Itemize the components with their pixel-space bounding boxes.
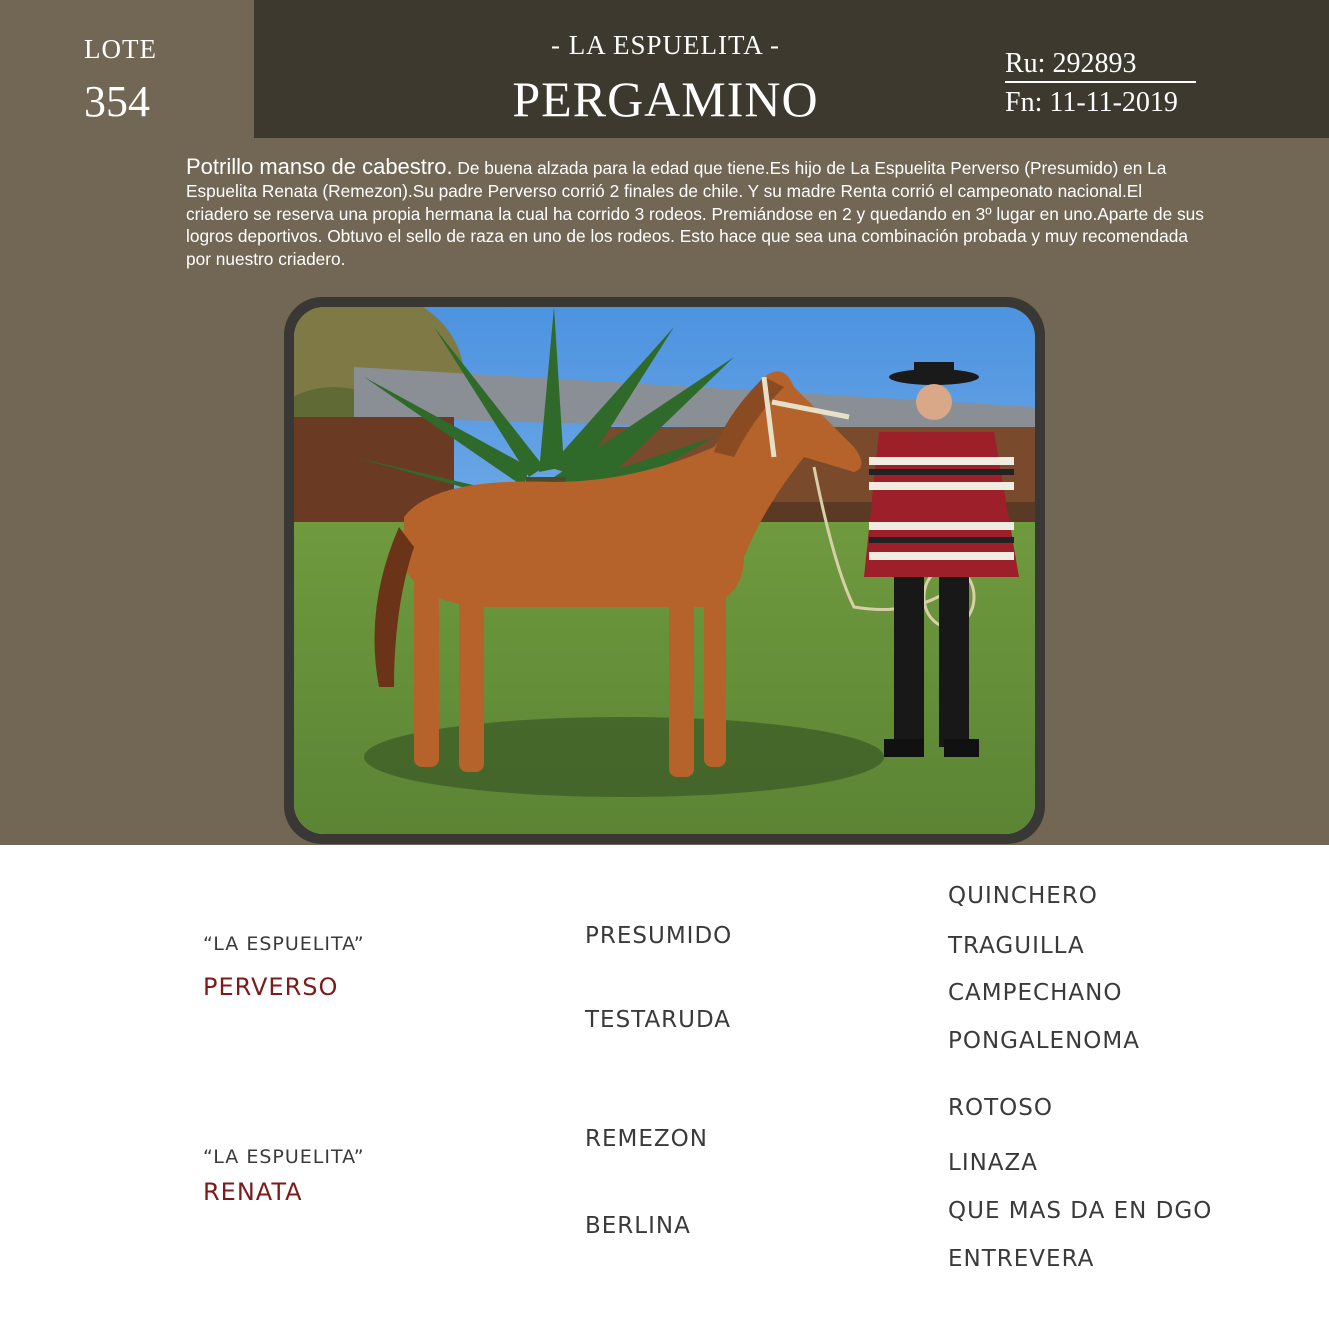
description-body: De buena alzada para la edad que tiene.Es hijo de La Espuelita Perverso (Presumido) en La Espuelita Renata (Remezon).Su padre Perverso corrió 2 finales de chile. Y su madre Renta corrió el campeonato nacional.El criadero se reserva una propia hermana la cual ha corrido 3 rodeos. Premiándose en 2 y quedando en 3º lugar en uno.Aparte de sus logros deportivos. Obtuvo el sello de raza en uno de los rodeos. Esto hace que sea una combinación probada y muy recomendada por nuestro criadero. — [186, 158, 1204, 270]
great-grandparent-3: CAMPECHANO — [948, 980, 1123, 1006]
registration-number: Ru: 292893 — [1005, 48, 1196, 83]
dam-name: RENATA — [203, 1178, 303, 1206]
great-grandparent-6: LINAZA — [948, 1150, 1039, 1176]
birth-date: Fn: 11-11-2019 — [1005, 87, 1178, 118]
sire-name: PERVERSO — [203, 973, 339, 1001]
breeder-name: - LA ESPUELITA - — [550, 30, 781, 60]
great-grandparent-2: TRAGUILLA — [948, 933, 1085, 959]
description-lead: Potrillo manso de cabestro. — [186, 154, 453, 179]
grandparent-paternal-sire: PRESUMIDO — [585, 923, 733, 949]
great-grandparent-5: ROTOSO — [948, 1095, 1053, 1121]
header-bar — [254, 0, 1329, 138]
horse-photo — [294, 307, 1035, 834]
great-grandparent-7: QUE MAS DA EN DGO — [948, 1198, 1213, 1224]
photo-frame — [284, 297, 1045, 844]
dam-prefix: “LA ESPUELITA” — [203, 1146, 365, 1168]
grandparent-maternal-sire: REMEZON — [585, 1126, 708, 1152]
great-grandparent-8: ENTREVERA — [948, 1246, 1095, 1272]
description — [186, 156, 1206, 271]
lot-label: LOTE — [84, 34, 157, 64]
horse-name: PERGAMINO — [512, 71, 819, 127]
great-grandparent-1: QUINCHERO — [948, 883, 1098, 909]
grandparent-paternal-dam: TESTARUDA — [585, 1007, 732, 1033]
horse-photo-illustration — [294, 307, 1035, 834]
great-grandparent-4: PONGALENOMA — [948, 1028, 1140, 1054]
sire-prefix: “LA ESPUELITA” — [203, 933, 365, 955]
grandparent-maternal-dam: BERLINA — [585, 1213, 691, 1239]
lot-number: 354 — [84, 77, 150, 126]
lot-box — [0, 0, 254, 138]
